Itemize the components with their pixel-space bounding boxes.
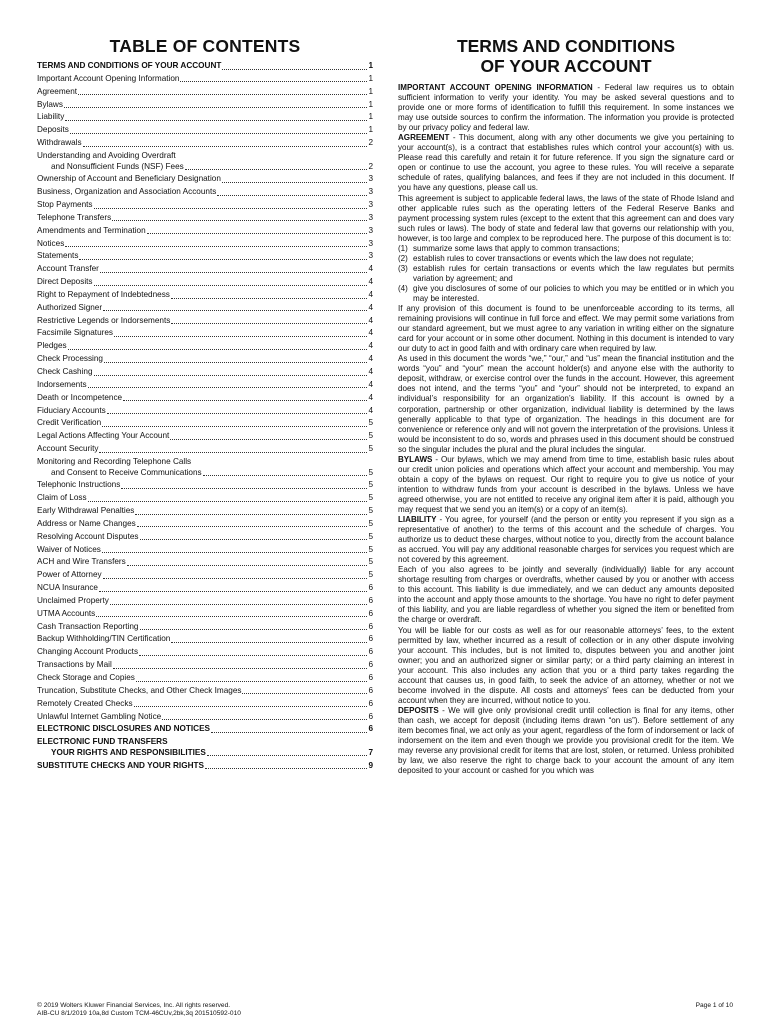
toc-entry-title: Liability (37, 112, 65, 122)
agreement-paragraph-3: If any provision of this document is found to be unenforceable according to its terms, all remaining provisions will continue in full force and effect. We may permit some variations from our standard agreement, but we must agree to any variation in writing either on the signature card for your account or in some other document. Nothing in this document is intended to vary our duty to act in good faith and with ordinary care when required by law. (398, 304, 734, 354)
toc-leader-dots (121, 488, 367, 489)
toc-leader-dots (203, 475, 368, 476)
toc-entry (37, 596, 373, 607)
toc-entry-page: 6 (368, 673, 373, 682)
toc-leader-dots (103, 310, 367, 311)
toc-entry-title-line1: Understanding and Avoiding Overdraft (37, 150, 176, 160)
toc-leader-dots (205, 768, 367, 769)
purpose-list-text: summarize some laws that apply to common transactions; (413, 243, 620, 253)
toc-entry (37, 609, 373, 620)
toc-entry-title-line1: ELECTRONIC FUND TRANSFERS (37, 737, 168, 747)
toc-entry-title: Telephone Transfers (37, 212, 112, 222)
toc-entry-title: Facsimile Signatures (37, 328, 113, 338)
toc-entry-page: 6 (368, 595, 373, 605)
page-number: Page 1 of 10 (695, 1002, 733, 1009)
toc-entry-title: TERMS AND CONDITIONS OF YOUR ACCOUNT (37, 61, 222, 70)
form-code: AIB-CU 8/1/2019 10a,8d Custom TCM-46CUv,2bk,3q 201510592-010 (37, 1010, 241, 1017)
toc-entry-page: 5 (368, 531, 373, 541)
toc-entry (37, 673, 373, 684)
toc-entry-page: 1 (368, 86, 373, 96)
toc-entry-page: 3 (368, 251, 373, 261)
toc-entry (37, 74, 373, 85)
toc-entry-title: Telephonic Instructions (37, 480, 121, 490)
toc-entry-title: Address or Name Changes (37, 518, 136, 528)
toc-entry (37, 557, 373, 568)
toc-leader-dots (107, 413, 368, 414)
toc-entry (37, 264, 373, 275)
toc-entry-page: 6 (368, 724, 373, 734)
table-of-contents (37, 36, 373, 774)
toc-leader-dots (99, 591, 367, 592)
toc-entry-page: 5 (368, 518, 373, 528)
toc-entry (37, 380, 373, 391)
toc-entry (37, 418, 373, 429)
purpose-list-item (398, 284, 734, 304)
toc-entry (37, 393, 373, 404)
important-info-text: - Federal law requires us to obtain sufficient information to verify your identity. You may be asked several questions and to provide one or more forms of identification to fulfill this requirement. In some instances we may use outside sources to confirm the information. The information you provide is protected by our privacy policy and federal law. (398, 83, 734, 133)
agreement-paragraph (398, 133, 734, 193)
toc-entry-title: Direct Deposits (37, 277, 93, 287)
toc-leader-dots (100, 272, 368, 273)
toc-entry-page: 5 (368, 544, 373, 554)
toc-entry-title: Indorsements (37, 379, 87, 389)
toc-leader-dots (134, 706, 368, 707)
bylaws-text: - Our bylaws, which we may amend from time to time, establish basic rules about our credit union policies and operations which affect your account and membership. You may obtain a copy of the bylaws on request. Our right to require you to give us notice of your intention to withdraw funds from your account is described in the bylaws. Unless we have agreed otherwise, you are not entitled to receive any original item after it is paid, although you may request that we send you an item(s) or a copy of an item(s). (398, 454, 734, 514)
toc-entry-title: Power of Attorney (37, 570, 102, 580)
toc-entry-title: Backup Withholding/TIN Certification (37, 634, 171, 644)
toc-leader-dots (104, 362, 367, 363)
important-info-paragraph (398, 83, 734, 133)
toc-entry (37, 138, 373, 149)
toc-entry (37, 277, 373, 288)
toc-leader-dots (65, 246, 367, 247)
toc-leader-dots (65, 120, 367, 121)
toc-entry (37, 737, 373, 758)
toc-entry-page: 4 (368, 341, 373, 351)
toc-entry-page: 6 (368, 698, 373, 708)
toc-entry-page: 3 (368, 200, 373, 210)
toc-leader-dots (135, 514, 367, 515)
toc-entry (37, 303, 373, 314)
toc-entry-title-line1: Monitoring and Recording Telephone Calls (37, 456, 192, 466)
toc-entry-title: Check Cashing (37, 367, 93, 376)
deposits-paragraph (398, 706, 734, 776)
terms-and-conditions (398, 36, 734, 776)
toc-entry-page: 4 (368, 328, 373, 338)
purpose-list-item (398, 244, 734, 254)
toc-entry (37, 699, 373, 710)
toc-leader-dots (140, 539, 368, 540)
purpose-list-number: (2) (398, 253, 408, 263)
purpose-list-number: (1) (398, 243, 408, 253)
purpose-list-text: give you disclosures of some of our policies to which you may be entitled or in which you may be interested. (413, 283, 734, 303)
toc-entry (37, 367, 373, 378)
toc-entry (37, 112, 373, 123)
toc-leader-dots (217, 195, 367, 196)
toc-entry-page: 9 (368, 760, 373, 770)
copyright-text: © 2019 Wolters Kluwer Financial Services, Inc. All rights reserved. (37, 1002, 231, 1009)
toc-leader-dots (170, 439, 367, 440)
toc-entry (37, 622, 373, 633)
toc-list (37, 61, 373, 771)
toc-entry (37, 570, 373, 581)
toc-entry-page: 6 (368, 608, 373, 618)
purpose-list-number: (3) (398, 263, 408, 273)
toc-entry-page: 5 (368, 467, 373, 477)
toc-leader-dots (102, 426, 367, 427)
bylaws-paragraph (398, 455, 734, 515)
toc-leader-dots (94, 375, 368, 376)
toc-entry-title: Right to Repayment of Indebtedness (37, 289, 170, 299)
liability-paragraph (398, 515, 734, 565)
toc-leader-dots (136, 681, 368, 682)
toc-entry-page: 6 (368, 583, 373, 593)
purpose-list-item (398, 254, 734, 264)
toc-entry-title: Authorized Signer (37, 302, 103, 312)
agreement-paragraph-2: This agreement is subject to applicable federal laws, the laws of the state of Rhode Island and other applicable rules such as the operating letters of the Federal Reserve Banks and payment processing system rules (except to the extent that this agreement can and does vary such rules or laws). The body of state and federal law that governs our relationship with you, however, is too large and complex to be reproduced here. The purpose of this document is to: (398, 193, 734, 243)
toc-leader-dots (147, 233, 368, 234)
toc-entry-title: Fiduciary Accounts (37, 405, 106, 415)
toc-leader-dots (171, 298, 368, 299)
toc-entry (37, 100, 373, 111)
toc-entry-page: 5 (368, 506, 373, 516)
toc-entry-page: 5 (368, 480, 373, 490)
toc-leader-dots (113, 668, 368, 669)
toc-leader-dots (242, 693, 367, 694)
terms-body (398, 83, 734, 776)
toc-entry-title: Death or Incompetence (37, 392, 123, 402)
toc-entry (37, 457, 373, 478)
toc-leader-dots (180, 81, 367, 82)
toc-leader-dots (79, 259, 367, 260)
toc-entry (37, 174, 373, 185)
important-info-heading: IMPORTANT ACCOUNT OPENING INFORMATION (398, 83, 593, 92)
toc-entry (37, 532, 373, 543)
toc-entry (37, 226, 373, 237)
purpose-list-item (398, 264, 734, 284)
toc-entry-title: Early Withdrawal Penalties (37, 506, 135, 516)
toc-entry-page: 4 (368, 392, 373, 402)
toc-leader-dots (222, 69, 367, 70)
toc-entry (37, 724, 373, 735)
toc-entry (37, 61, 373, 72)
toc-heading: TABLE OF CONTENTS (109, 36, 301, 56)
toc-entry (37, 444, 373, 455)
toc-entry-page: 2 (368, 138, 373, 148)
toc-leader-dots (114, 336, 367, 337)
toc-entry (37, 341, 373, 352)
toc-entry-title: Important Account Opening Information (37, 73, 180, 83)
toc-entry-page: 3 (368, 238, 373, 248)
toc-entry-title: Business, Organization and Association Accounts (37, 187, 217, 197)
toc-entry (37, 480, 373, 491)
toc-entry (37, 151, 373, 172)
toc-entry (37, 87, 373, 98)
toc-entry (37, 406, 373, 417)
toc-entry-page: 6 (368, 647, 373, 657)
toc-entry-page: 5 (368, 418, 373, 428)
toc-entry-page: 6 (368, 711, 373, 721)
toc-entry-title: Resolving Account Disputes (37, 531, 139, 541)
toc-leader-dots (110, 604, 368, 605)
toc-entry-title: Ownership of Account and Beneficiary Designation (37, 174, 221, 184)
toc-entry (37, 125, 373, 136)
toc-entry-page: 5 (368, 557, 373, 567)
toc-leader-dots (162, 719, 367, 720)
toc-entry (37, 316, 373, 327)
terms-heading-line2: OF YOUR ACCOUNT (480, 56, 652, 76)
toc-entry-title-line2: and Consent to Receive Communications (51, 467, 202, 477)
toc-leader-dots (103, 578, 368, 579)
toc-entry (37, 354, 373, 365)
toc-leader-dots (211, 732, 367, 733)
toc-entry-page: 6 (368, 634, 373, 644)
toc-entry-title: Bylaws (37, 99, 63, 109)
toc-entry-page: 3 (368, 187, 373, 197)
purpose-list (398, 244, 734, 304)
toc-entry-title: Truncation, Substitute Checks, and Other Check Images (37, 685, 242, 695)
toc-entry-title: Amendments and Termination (37, 225, 146, 235)
toc-entry (37, 431, 373, 442)
toc-entry-page: 6 (368, 685, 373, 695)
toc-entry-page: 3 (368, 225, 373, 235)
toc-leader-dots (139, 655, 367, 656)
toc-entry-title: Check Storage and Copies (37, 673, 135, 682)
toc-entry-page: 4 (368, 315, 373, 325)
agreement-heading: AGREEMENT (398, 133, 450, 143)
toc-entry-page: 4 (368, 354, 373, 364)
toc-entry-title: UTMA Accounts (37, 608, 96, 618)
toc-entry-title: Unlawful Internet Gambling Notice (37, 711, 162, 721)
liability-heading: LIABILITY (398, 515, 437, 525)
toc-entry-title: Transactions by Mail (37, 660, 112, 670)
toc-leader-dots (68, 349, 368, 350)
toc-entry (37, 583, 373, 594)
toc-entry (37, 686, 373, 697)
toc-entry-page: 6 (368, 621, 373, 631)
toc-entry (37, 213, 373, 224)
toc-entry-page: 5 (368, 431, 373, 441)
toc-entry (37, 761, 373, 772)
toc-entry (37, 506, 373, 517)
toc-leader-dots (78, 94, 367, 95)
toc-entry-page: 4 (368, 264, 373, 274)
toc-entry-title: Deposits (37, 125, 69, 135)
toc-entry-line2 (37, 748, 373, 759)
toc-entry-line2 (37, 468, 373, 479)
toc-entry-page: 4 (368, 405, 373, 415)
toc-entry (37, 328, 373, 339)
toc-entry-title: Cash Transaction Reporting (37, 621, 139, 631)
toc-leader-dots (123, 400, 367, 401)
toc-entry-page: 3 (368, 212, 373, 222)
toc-entry-page: 1 (368, 99, 373, 109)
terms-heading (398, 36, 734, 76)
toc-entry (37, 251, 373, 262)
toc-leader-dots (112, 220, 367, 221)
toc-entry-title: Account Security (37, 444, 99, 454)
agreement-text: - This document, along with any other documents we give you pertaining to your account(s), is a contract that establishes rules which control your account(s) with us. Please read this carefully and retain it for future reference. If you sign the signature card or open or continue to use the account, you agree to these rules. You will receive a separate schedule of rates, qualifying balances, and fees if they are not included in this document. If you have any questions, please call us. (398, 133, 734, 193)
toc-entry-title: Remotely Created Checks (37, 698, 133, 708)
toc-entry-title: Account Transfer (37, 264, 99, 274)
toc-entry-page: 2 (368, 161, 373, 171)
toc-entry-title: Changing Account Products (37, 647, 139, 657)
toc-entry (37, 290, 373, 301)
toc-entry-title: Stop Payments (37, 200, 93, 210)
toc-entry (37, 647, 373, 658)
toc-leader-dots (94, 208, 368, 209)
toc-entry (37, 712, 373, 723)
toc-entry-title: Unclaimed Property (37, 595, 109, 605)
toc-entry-page: 5 (368, 493, 373, 503)
toc-entry (37, 239, 373, 250)
terms-heading-line1: TERMS AND CONDITIONS (456, 36, 676, 56)
footer-left (37, 1002, 241, 1018)
toc-entry-title: Pledges (37, 341, 67, 351)
toc-leader-dots (222, 182, 368, 183)
toc-entry (37, 187, 373, 198)
toc-entry (37, 519, 373, 530)
toc-entry-title: SUBSTITUTE CHECKS AND YOUR RIGHTS (37, 760, 204, 770)
toc-entry-page: 4 (368, 367, 373, 376)
toc-entry (37, 493, 373, 504)
agreement-paragraph-4: As used in this document the words “we,” “our,” and “us” mean the financial institution and the words “you” and “your” mean the account holder(s) and anyone else with the authority to deposit, withdraw, or exercise control over the funds in the account. However, this agreement does not intend, and the terms “you” and “your” should not be interpreted, to expand an individual’s responsibility for an organization’s liability. If this account is owned by a corporation, partnership or other organization, individual liability is determined by the laws generally applicable to that type of organization. The headings in this document are for convenience or reference only and will not govern the interpretation of the provisions. Unless it would be inconsistent to do so, words and phrases used in this document should be construed so the singular includes the plural and the plural includes the singular. (398, 354, 734, 454)
liability-paragraph-3: You will be liable for our costs as well as for our reasonable attorneys’ fees, to the extent permitted by law, whether incurred as a result of collection or in any other dispute involving your account. This includes, but is not limited to, disputes between you and another joint owner; you and an authorized signer or similar party; or a third party claiming an interest in your account. This also includes any action that you or a third party takes regarding the account that causes us, in good faith, to seek the advice of an attorney, whether or not we become involved in the dispute. All costs and attorneys’ fees can be deducted from your account when they are incurred, without notice to you. (398, 625, 734, 705)
toc-entry-title: Check Processing (37, 354, 103, 364)
toc-entry-title: Agreement (37, 86, 78, 96)
toc-entry-line2 (37, 162, 373, 173)
toc-leader-dots (137, 526, 368, 527)
toc-entry-page: 5 (368, 570, 373, 580)
toc-entry-page: 7 (368, 747, 373, 757)
toc-entry-title: Claim of Loss (37, 493, 87, 503)
toc-entry-title-line2: YOUR RIGHTS AND RESPONSIBILITIES (51, 747, 206, 757)
toc-entry (37, 200, 373, 211)
toc-entry-title: NCUA Insurance (37, 583, 98, 593)
purpose-list-text: establish rules for certain transactions or events which the law regulates but permits variation by agreement; and (413, 263, 734, 283)
toc-entry-title: ELECTRONIC DISCLOSURES AND NOTICES (37, 724, 211, 734)
toc-entry-page: 4 (368, 302, 373, 312)
toc-leader-dots (88, 387, 368, 388)
toc-leader-dots (83, 146, 368, 147)
bylaws-heading: BYLAWS (398, 454, 433, 464)
toc-leader-dots (94, 285, 368, 286)
toc-entry-page: 1 (368, 125, 373, 135)
toc-entry-title: Withdrawals (37, 138, 82, 148)
toc-leader-dots (207, 755, 368, 756)
toc-entry-page: 3 (368, 174, 373, 184)
toc-leader-dots (140, 629, 368, 630)
toc-leader-dots (64, 107, 368, 108)
liability-paragraph-2: Each of you also agrees to be jointly and severally (individually) liable for any account shortage resulting from charges or overdrafts, whether caused by you or another with access to this account. This liability is due immediately, and we can deduct any amounts deposited into the account and apply those amounts to the shortage. You have no right to defer payment of this liability, and you are liable regardless of whether you signed the item or benefited from the charge or overdraft. (398, 565, 734, 625)
deposits-text: - We will give only provisional credit until collection is final for any items, other than cash, we accept for deposit (including items drawn “on us”). Before settlement of any item becomes final, we act only as your agent, regardless of the form of indorsement or lack of indorsement on the item and even though we provide you provisional credit for the item. We may reverse any provisional credit for items that are lost, stolen, or returned. Unless prohibited by law, we also reserve the right to charge back to your account the amount of any item deposited to your account or cashed for you which was (398, 705, 734, 776)
toc-entry-page: 4 (368, 277, 373, 287)
toc-entry (37, 660, 373, 671)
toc-entry-title: Credit Verification (37, 418, 102, 428)
toc-entry-page: 1 (368, 73, 373, 83)
toc-entry-title: Statements (37, 251, 79, 261)
toc-entry-title: Legal Actions Affecting Your Account (37, 431, 170, 441)
toc-entry-title-line2: and Nonsufficient Funds (NSF) Fees (51, 161, 184, 171)
toc-leader-dots (70, 133, 368, 134)
toc-entry (37, 545, 373, 556)
toc-entry-page: 1 (368, 61, 373, 70)
toc-leader-dots (185, 169, 368, 170)
toc-entry-page: 4 (368, 289, 373, 299)
purpose-list-text: establish rules to cover transactions or events which the law does not regulate; (413, 253, 694, 263)
toc-leader-dots (171, 323, 367, 324)
liability-text: - You agree, for yourself (and the person or entity you represent if you sign as a representative of another) to the terms of this account and the schedule of charges. You authorize us to deduct these charges, without notice to you, directly from the account balance as accrued. You will pay any additional reasonable charges for services you request which are not covered by this agreement. (398, 515, 734, 565)
toc-entry-title: Notices (37, 238, 65, 248)
toc-entry-page: 5 (368, 444, 373, 454)
toc-entry-page: 6 (368, 660, 373, 670)
toc-entry-page: 1 (368, 112, 373, 122)
toc-entry-title: Waiver of Notices (37, 544, 101, 554)
toc-leader-dots (99, 452, 367, 453)
toc-leader-dots (127, 565, 368, 566)
toc-leader-dots (171, 642, 367, 643)
toc-entry-title: Restrictive Legends or Indorsements (37, 315, 171, 325)
toc-entry (37, 634, 373, 645)
toc-entry-title: ACH and Wire Transfers (37, 557, 126, 567)
toc-leader-dots (88, 501, 368, 502)
toc-leader-dots (102, 552, 368, 553)
toc-entry-page: 4 (368, 379, 373, 389)
toc-leader-dots (96, 616, 367, 617)
purpose-list-number: (4) (398, 283, 408, 293)
deposits-heading: DEPOSITS (398, 705, 439, 715)
